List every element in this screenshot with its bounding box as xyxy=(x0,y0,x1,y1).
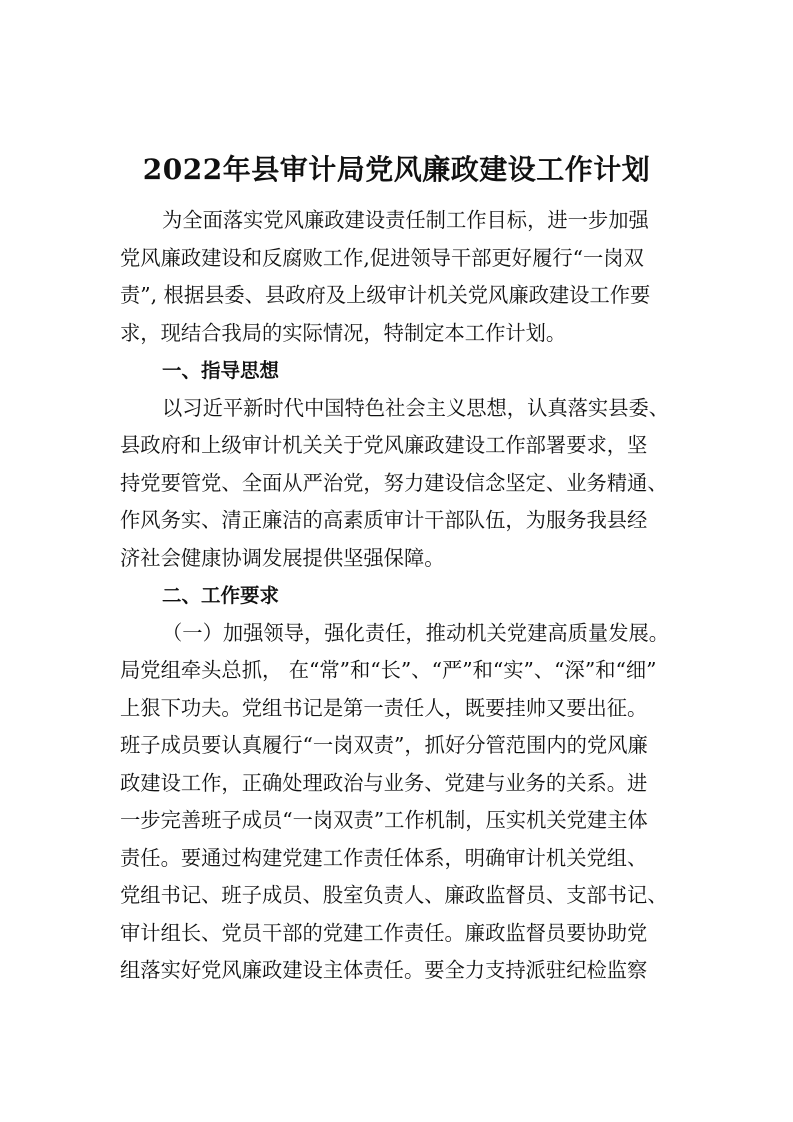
section1-line: 持党要管党、全面从严治党，努力建设信念坚定、业务精通、 xyxy=(120,470,668,495)
section1-line: 以习近平新时代中国特色社会主义思想，认真落实县委、 xyxy=(162,395,670,420)
document-body xyxy=(120,202,685,990)
section2-line: 审计组长、党员干部的党建工作责任。廉政监督员要协助党 xyxy=(120,920,648,945)
section-heading-work-requirements: 二、工作要求 xyxy=(162,584,280,607)
section1-line: 济社会健康协调发展提供坚强保障。 xyxy=(120,545,445,570)
section2-line: 上狠下功夫。党组书记是第一责任人，既要挂帅又要出征。 xyxy=(120,695,648,720)
section2-line: 责任。要通过构建党建工作责任体系，明确审计机关党组、 xyxy=(120,845,648,870)
intro-line: 党风廉政建设和反腐败工作,促进领导干部更好履行“一岗双 xyxy=(120,245,644,270)
section2-line: （一）加强领导，强化责任，推动机关党建高质量发展。 xyxy=(162,620,670,645)
intro-line: 求，现结合我局的实际情况，特制定本工作计划。 xyxy=(120,320,567,345)
section2-line: 班子成员要认真履行“一岗双责”，抓好分管范围内的党风廉 xyxy=(120,733,648,757)
section2-line: 党组书记、班子成员、股室负责人、廉政监督员、支部书记、 xyxy=(120,883,668,907)
section-heading-guiding-thought: 一、指导思想 xyxy=(162,359,280,382)
section2-line: 组落实好党风廉政建设主体责任。要全力支持派驻纪检监察 xyxy=(120,958,648,982)
section2-line: 局党组牵头总抓， 在“常”和“长”、“严”和“实”、“深”和“细” xyxy=(120,658,657,682)
section2-line: 政建设工作，正确处理政治与业务、党建与业务的关系。进 xyxy=(120,770,648,795)
document-title: 2022年县审计局党风廉政建设工作计划 xyxy=(142,153,651,186)
intro-line: 为全面落实党风廉政建设责任制工作目标，进一步加强 xyxy=(162,208,649,232)
section1-line: 县政府和上级审计机关关于党风廉政建设工作部署要求，坚 xyxy=(120,433,648,457)
section2-line: 一步完善班子成员“一岗双责”工作机制，压实机关党建主体 xyxy=(120,808,648,832)
intro-line: 责”, 根据县委、县政府及上级审计机关党风廉政建设工作要 xyxy=(120,283,651,307)
section1-line: 作风务实、清正廉洁的高素质审计干部队伍，为服务我县经 xyxy=(120,508,648,532)
